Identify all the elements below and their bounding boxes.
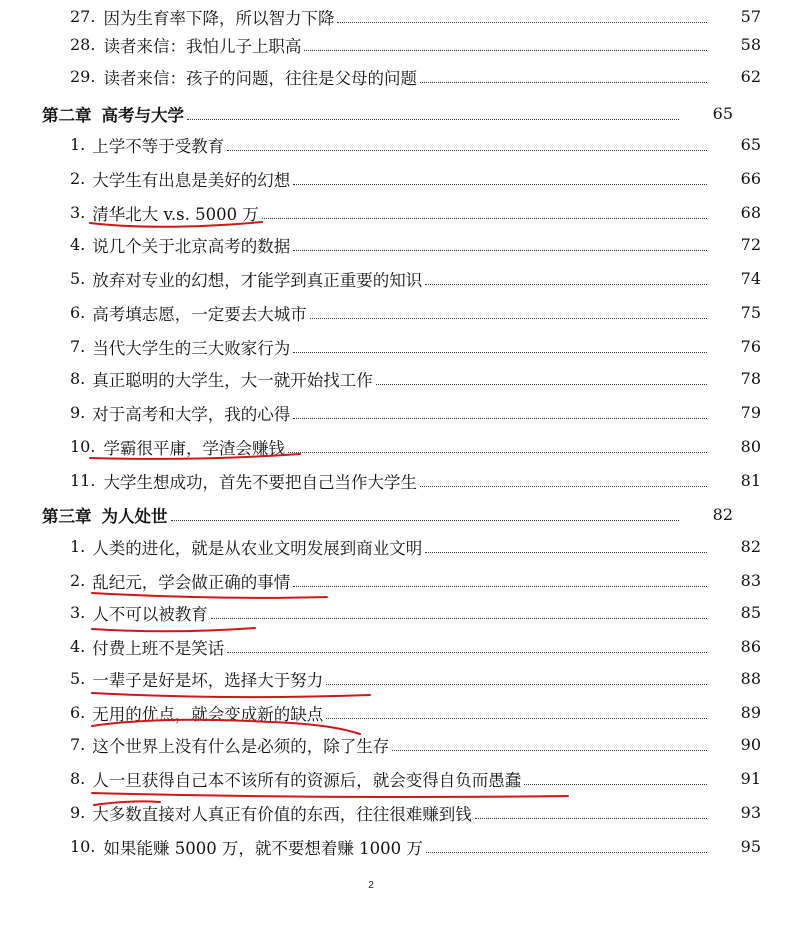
toc-entry[interactable] [0,128,812,161]
dot-leader [326,684,707,685]
entry-title: 这个世界上没有什么是必须的，除了生存 [92,736,390,756]
page-ref: 78 [740,369,761,388]
dot-leader [293,418,707,419]
entry-title: 因为生育率下降，所以智力下降 [103,8,335,28]
entry-title: 高考填志愿，一定要去大城市 [92,304,307,324]
entry-number: 4. [70,235,86,254]
page-ref: 90 [740,735,761,754]
chapter-number: 第三章 [42,506,92,526]
toc-entry[interactable] [0,630,812,663]
toc-entry[interactable] [0,762,812,795]
entry-title: 无用的优点，就会变成新的缺点 [92,704,324,724]
entry-number: 3. [70,203,86,222]
toc-entry[interactable] [0,796,812,829]
entry-title: 大学生有出息是美好的幻想 [92,170,291,190]
entry-number: 10. [70,437,96,456]
page-ref: 65 [740,135,761,154]
entry-number: 27. [70,7,96,26]
dot-leader [262,218,707,219]
dot-leader [304,50,707,51]
toc-entry[interactable] [0,696,812,729]
dot-leader [227,652,707,653]
entry-title: 大学生想成功，首先不要把自己当作大学生 [103,472,417,492]
entry-title: 上学不等于受教育 [92,136,225,156]
page-ref: 66 [740,169,761,188]
toc-entry[interactable] [0,262,812,295]
entry-number: 10. [70,837,96,856]
entry-number: 9. [70,803,86,822]
dot-leader [426,852,707,853]
entry-number: 8. [70,369,86,388]
toc-entry[interactable] [0,728,812,761]
entry-number: 5. [70,269,86,288]
page-ref: 85 [740,603,761,622]
page-ref: 95 [740,837,761,856]
entry-title: 人不可以被教育 [92,604,208,624]
toc-entry[interactable] [0,60,812,93]
entry-title: 乱纪元，学会做正确的事情 [92,572,291,592]
dot-leader [326,718,707,719]
dot-leader [376,384,707,385]
entry-number: 2. [70,169,86,188]
entry-number: 9. [70,403,86,422]
toc-entry[interactable] [0,530,812,563]
toc-entry[interactable] [0,362,812,395]
entry-number: 3. [70,603,86,622]
entry-title: 清华北大 v.s. 5000 万 [92,204,259,224]
dot-leader [420,486,707,487]
toc-entry[interactable] [0,464,812,497]
entry-title: 一辈子是好是坏，选择大于努力 [92,670,324,690]
toc-entry[interactable] [0,330,812,363]
page-ref: 65 [712,104,733,123]
toc-entry[interactable] [0,396,812,429]
page-ref: 81 [740,471,761,490]
entry-number: 5. [70,669,86,688]
page-ref: 76 [740,337,761,356]
entry-number: 7. [70,735,86,754]
dot-leader [524,784,707,785]
toc-entry[interactable] [0,28,812,61]
entry-title: 学霸很平庸，学渣会赚钱 [103,438,285,458]
page-ref: 88 [740,669,761,688]
page-ref: 58 [740,35,761,54]
chapter-heading[interactable] [0,97,784,130]
page-ref: 89 [740,703,761,722]
page-ref: 57 [740,7,761,26]
page-ref: 93 [740,803,761,822]
entry-title: 读者来信：孩子的问题，往往是父母的问题 [103,68,417,88]
entry-title: 对于高考和大学，我的心得 [92,404,291,424]
toc-entry[interactable] [0,830,812,863]
page-ref: 82 [740,537,761,556]
page-ref: 62 [740,67,761,86]
entry-title: 人类的进化，就是从农业文明发展到商业文明 [92,538,423,558]
toc-entry[interactable] [0,162,812,195]
page-ref: 72 [740,235,761,254]
page-ref: 79 [740,403,761,422]
toc-entry[interactable] [0,228,812,261]
dot-leader [171,520,680,521]
page-ref: 68 [740,203,761,222]
page-number: 2 [368,880,374,891]
entry-title: 读者来信：我怕儿子上职高 [103,36,302,56]
entry-number: 6. [70,303,86,322]
entry-number: 29. [70,67,96,86]
entry-number: 2. [70,571,86,590]
dot-leader [293,586,707,587]
entry-number: 7. [70,337,86,356]
toc-entry[interactable] [0,662,812,695]
entry-title: 付费上班不是笑话 [92,638,225,658]
dot-leader [211,618,707,619]
entry-title: 说几个关于北京高考的数据 [92,236,291,256]
dot-leader [475,818,707,819]
page-ref: 75 [740,303,761,322]
chapter-number: 第二章 [42,105,92,125]
dot-leader [293,184,707,185]
entry-number: 1. [70,135,86,154]
entry-title: 大多数直接对人真正有价值的东西，往往很难赚到钱 [92,804,472,824]
page-ref: 82 [712,505,733,524]
page-ref: 80 [740,437,761,456]
dot-leader [425,552,707,553]
entry-title: 真正聪明的大学生，大一就开始找工作 [92,370,373,390]
page-ref: 74 [740,269,761,288]
dot-leader [425,284,707,285]
entry-number: 11. [70,471,96,490]
dot-leader [187,119,679,120]
toc-entry[interactable] [0,430,812,463]
entry-title: 放弃对专业的幻想，才能学到真正重要的知识 [92,270,423,290]
entry-title: 如果能赚 5000 万，就不要想着赚 1000 万 [103,838,423,858]
entry-title: 人一旦获得自己本不该所有的资源后，就会变得自负而愚蠢 [92,770,522,790]
dot-leader [293,352,707,353]
dot-leader [310,318,707,319]
dot-leader [293,250,707,251]
toc-entry[interactable] [0,564,812,597]
page-ref: 86 [740,637,761,656]
entry-number: 1. [70,537,86,556]
dot-leader [288,452,707,453]
dot-leader [420,82,707,83]
dot-leader [392,750,707,751]
toc-entry[interactable] [0,196,812,229]
page-ref: 83 [740,571,761,590]
dot-leader [337,22,707,23]
dot-leader [227,150,707,151]
entry-number: 4. [70,637,86,656]
entry-number: 8. [70,769,86,788]
chapter-title: 为人处世 [101,506,168,526]
entry-title: 当代大学生的三大败家行为 [92,338,291,358]
chapter-title: 高考与大学 [101,105,184,125]
toc-entry[interactable] [0,596,812,629]
entry-number: 6. [70,703,86,722]
page-ref: 91 [740,769,761,788]
toc-entry[interactable] [0,296,812,329]
entry-number: 28. [70,35,96,54]
chapter-heading[interactable] [0,498,784,531]
